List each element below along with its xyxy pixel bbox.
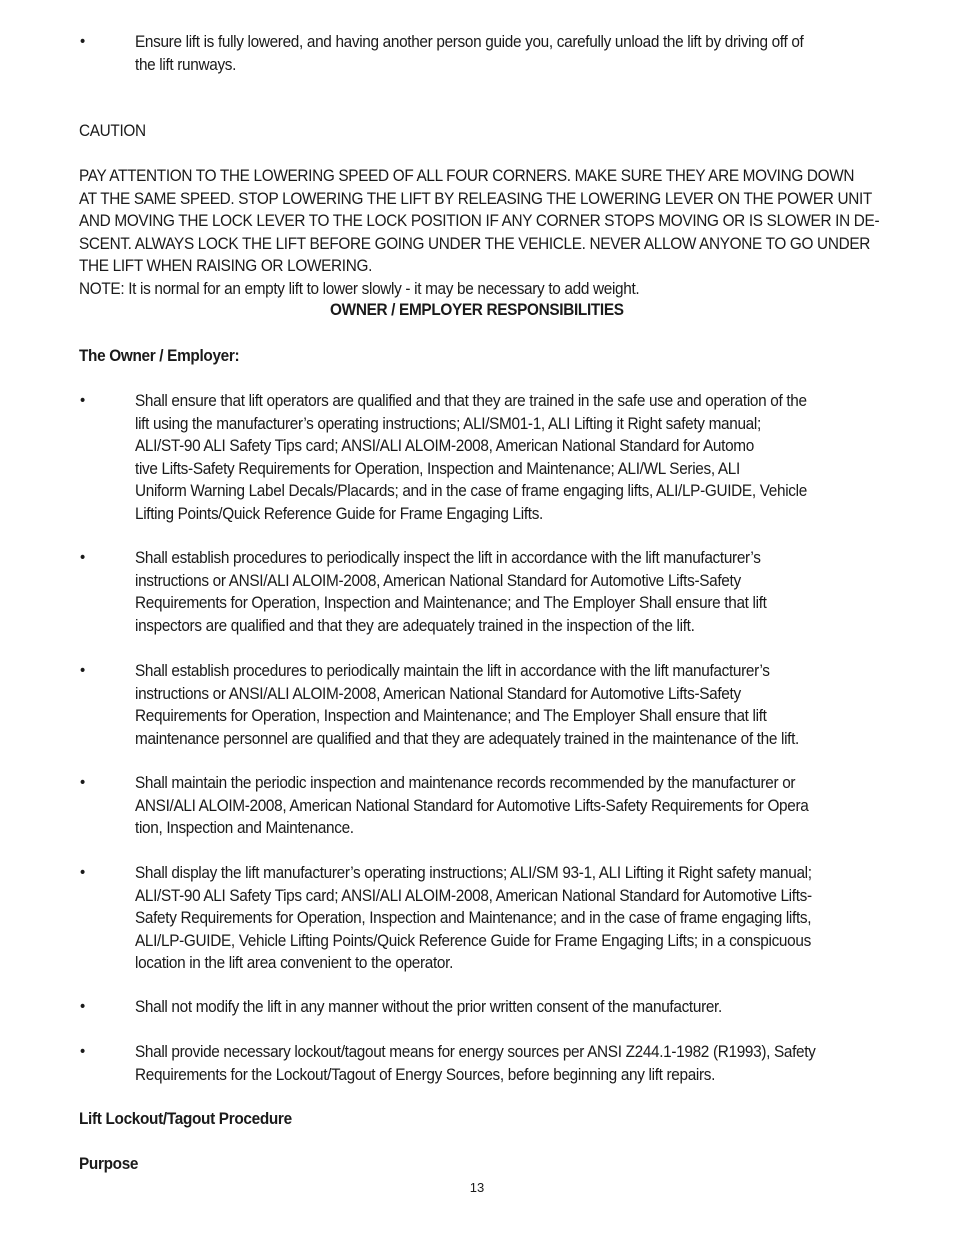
text-line: tion, Inspection and Maintenance. — [135, 819, 354, 837]
text-line: Shall display the lift manufacturer’s operating instructions; ALI/SM 93-1, ALI Lifting it Right safety manual; — [135, 864, 812, 882]
text-line: AT THE SAME SPEED. STOP LOWERING THE LIFT BY RELEASING THE LOWERING LEVER ON THE POWER UNIT — [79, 189, 872, 208]
bullet-item — [135, 996, 916, 1019]
text-line: Requirements for Operation, Inspection and Maintenance; and The Employer Shall ensure that lift — [135, 707, 767, 725]
text-line: Shall not modify the lift in any manner without the prior written consent of the manufacturer. — [135, 998, 722, 1016]
text-line: Shall establish procedures to periodically inspect the lift in accordance with the lift manufacturer’s — [135, 549, 761, 567]
text-line: PAY ATTENTION TO THE LOWERING SPEED OF ALL FOUR CORNERS. MAKE SURE THEY ARE MOVING DOWN — [79, 167, 855, 185]
bullet-item — [135, 660, 916, 750]
bullet-item — [135, 390, 916, 525]
text-line: Requirements for Operation, Inspection and Maintenance; and The Employer Shall ensure that lift — [135, 594, 767, 612]
text-line: tive Lifts-Safety Requirements for Operation, Inspection and Maintenance; ALI/WL Series, ALI — [135, 459, 740, 478]
text-line: Requirements for the Lockout/Tagout of Energy Sources, before beginning any lift repairs. — [135, 1065, 716, 1084]
text-line: Shall ensure that lift operators are qualified and that they are trained in the safe use and operation of the — [135, 392, 807, 410]
bullet-symbol: • — [80, 662, 85, 679]
text-line: AND MOVING THE LOCK LEVER TO THE LOCK POSITION IF ANY CORNER STOPS MOVING OR IS SLOWER IN DE- — [79, 212, 880, 230]
text-line: maintenance personnel are qualified and that they are adequately trained in the maintenance of the lift. — [135, 729, 799, 748]
text-line: ALI/ST-90 ALI Safety Tips card; ANSI/ALI ALOIM-2008, American National Standard for Automo — [135, 437, 754, 455]
text-line: location in the lift area convenient to the operator. — [135, 954, 454, 972]
intro-bullet-text — [135, 31, 916, 76]
purpose-heading: Purpose — [79, 1155, 139, 1173]
text-line: Shall provide necessary lockout/tagout means for energy sources per ANSI Z244.1-1982 (R1993), Safety — [135, 1043, 816, 1061]
bullet-symbol: • — [80, 998, 85, 1015]
bullet-item — [135, 547, 916, 637]
bullet-symbol: • — [80, 392, 85, 409]
text-line: Lifting Points/Quick Reference Guide for Frame Engaging Lifts. — [135, 504, 543, 523]
text-line: the lift runways. — [135, 55, 237, 74]
caution-note: NOTE: It is normal for an empty lift to lower slowly - it may be necessary to add weight. — [79, 279, 640, 298]
text-line: instructions or ANSI/ALI ALOIM-2008, American National Standard for Automotive Lifts-Safety — [135, 684, 741, 703]
text-line: Uniform Warning Label Decals/Placards; and in the case of frame engaging lifts, ALI/LP-GUIDE, Vehicle — [135, 482, 807, 500]
text-line: instructions or ANSI/ALI ALOIM-2008, American National Standard for Automotive Lifts-Safety — [135, 571, 741, 590]
text-line: Ensure lift is fully lowered, and having another person guide you, carefully unload the lift by driving off of — [135, 33, 804, 51]
bullet-symbol: • — [80, 864, 85, 881]
lockout-heading: Lift Lockout/Tagout Procedure — [79, 1110, 292, 1128]
text-line: Shall establish procedures to periodically maintain the lift in accordance with the lift manufacturer’s — [135, 662, 770, 680]
text-line: ALI/LP-GUIDE, Vehicle Lifting Points/Quick Reference Guide for Frame Engaging Lifts; in a conspicuous — [135, 931, 811, 950]
text-line: ALI/ST-90 ALI Safety Tips card; ANSI/ALI ALOIM-2008, American National Standard for Automotive Lifts- — [135, 886, 812, 905]
page-number: 13 — [469, 1180, 485, 1195]
bullet-item — [135, 1041, 916, 1086]
caution-text — [79, 165, 921, 300]
section-title-text: OWNER / EMPLOYER RESPONSIBILITIES — [330, 301, 624, 319]
bullet-item — [135, 772, 916, 840]
subheading: The Owner / Employer: — [79, 347, 240, 365]
text-line: SCENT. ALWAYS LOCK THE LIFT BEFORE GOING UNDER THE VEHICLE. NEVER ALLOW ANYONE TO GO UNDER — [79, 234, 871, 253]
section-title — [0, 299, 954, 322]
bullet-symbol: • — [80, 774, 85, 791]
text-line: inspectors are qualified and that they are adequately trained in the inspection of the lift. — [135, 616, 695, 635]
text-line: Shall maintain the periodic inspection and maintenance records recommended by the manufacturer or — [135, 774, 796, 792]
text-line: THE LIFT WHEN RAISING OR LOWERING. — [79, 257, 373, 275]
text-line: Safety Requirements for Operation, Inspection and Maintenance; and in the case of frame engaging lifts, — [135, 909, 812, 927]
bullet-symbol: • — [80, 1043, 85, 1060]
text-line: ANSI/ALI ALOIM-2008, American National Standard for Automotive Lifts-Safety Requirements for Opera — [135, 796, 809, 815]
bullet-symbol: • — [80, 33, 85, 50]
text-line: lift using the manufacturer’s operating instructions; ALI/SM01-1, ALI Lifting it Right safety manual; — [135, 414, 761, 433]
caution-heading: CAUTION — [79, 122, 146, 140]
bullet-symbol: • — [80, 549, 85, 566]
bullet-item — [135, 862, 916, 975]
